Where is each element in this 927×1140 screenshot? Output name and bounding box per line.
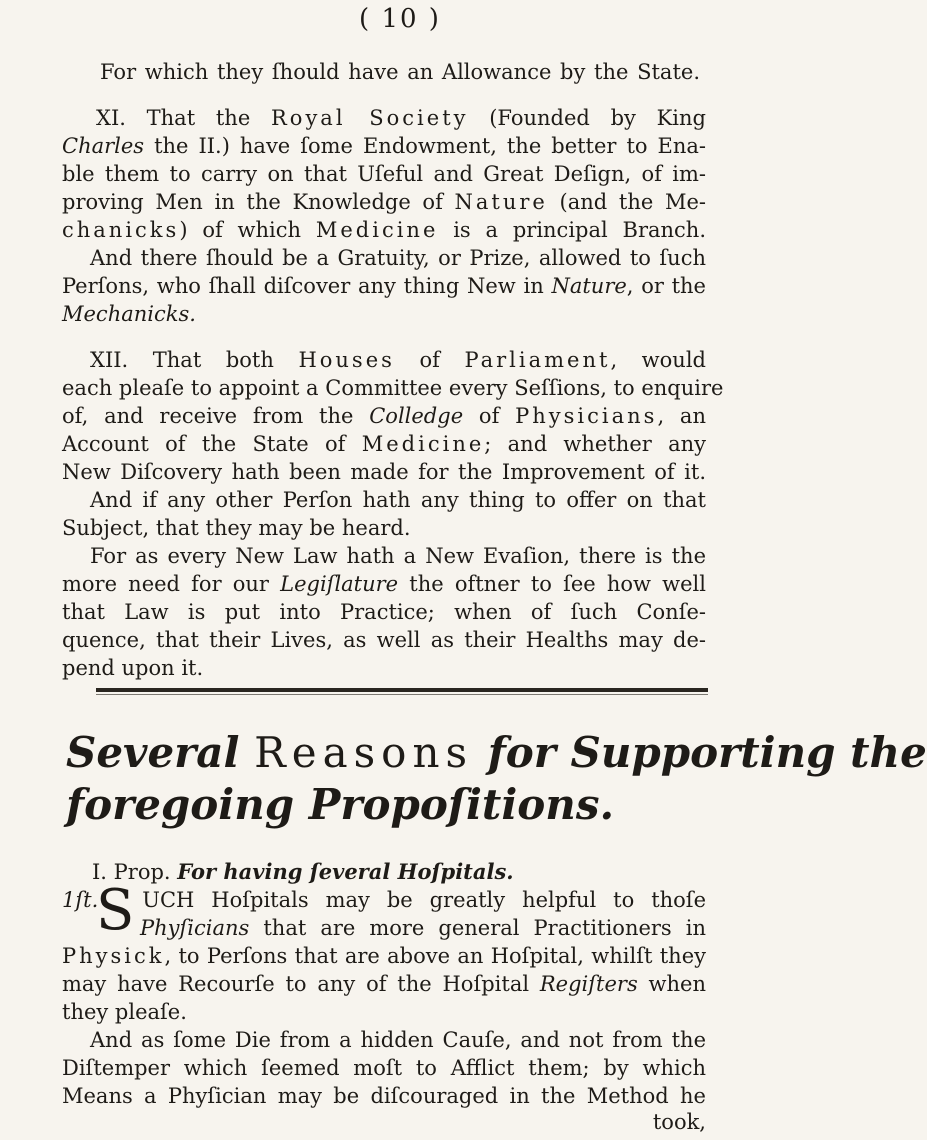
- text-line: 1ſt. UCH Hoſpitals may be greatly helpful to thoſe: [62, 888, 706, 912]
- text-line: they pleaſe.: [62, 1000, 187, 1024]
- text-line: proving Men in the Knowledge of Nature (and the Me-: [62, 190, 706, 214]
- text-line: quence, that their Lives, as well as their Healths may de-: [62, 628, 706, 652]
- text-line: Subject, that they may be heard.: [62, 516, 411, 540]
- text-line: Phyſicians that are more general Practitioners in: [140, 916, 706, 940]
- text-line: New Diſcovery hath been made for the Improvement of it.: [62, 460, 706, 484]
- catchword: took,: [652, 1110, 706, 1134]
- text-line: And there ſhould be a Gratuity, or Prize, allowed to ſuch: [90, 246, 706, 270]
- text-line: more need for our Legiſlature the oftner to ſee how well: [62, 572, 706, 596]
- page-number: ( 10 ): [359, 4, 441, 34]
- text-line: For as every New Law hath a New Evaſion, there is the: [90, 544, 706, 568]
- text-line: XII. That both Houses of Parliament, would: [90, 348, 706, 372]
- proposition-title: I. Prop. For having ſeveral Hoſpitals.: [92, 859, 514, 884]
- text-line: that Law is put into Practice; when of ſuch Conſe-: [62, 600, 706, 624]
- text-line: Diſtemper which ſeemed moſt to Afflict them; by which: [62, 1056, 706, 1080]
- text-line: Perſons, who ſhall diſcover any thing New in Nature, or the: [62, 274, 706, 298]
- text-line: pend upon it.: [62, 656, 204, 680]
- text-line: And if any other Perſon hath any thing to offer on that: [90, 488, 706, 512]
- text-line: chanicks) of which Medicine is a principal Branch.: [62, 218, 706, 242]
- text-line: Mechanicks.: [62, 302, 196, 326]
- text-line: ble them to carry on that Uſeful and Great Deſign, of im-: [62, 162, 706, 186]
- text-line: Means a Phyſician may be diſcouraged in the Method he: [62, 1084, 706, 1108]
- text-line: Charles the II.) have ſome Endowment, the better to Ena-: [62, 134, 706, 158]
- text-line: And as ſome Die from a hidden Cauſe, and not from the: [90, 1028, 706, 1052]
- drop-cap: S: [96, 878, 135, 943]
- text-line: of, and receive from the Colledge of Physicians, an: [62, 404, 706, 428]
- section-heading-line2: foregoing Propoſitions.: [66, 780, 615, 829]
- text-line: Account of the State of Medicine; and whether any: [62, 432, 706, 456]
- section-rule-thin: [96, 694, 708, 695]
- text-line: For which they ſhould have an Allowance by the State.: [100, 60, 700, 84]
- text-line: may have Recourſe to any of the Hoſpital Regiſters when: [62, 972, 706, 996]
- text-line: XI. That the Royal Society (Founded by King: [96, 106, 706, 130]
- section-rule: [96, 688, 708, 692]
- section-heading: Several Reasons for Supporting the: [66, 728, 927, 777]
- text-line: Physick, to Perſons that are above an Hoſpital, whilſt they: [62, 944, 706, 968]
- text-line: each pleaſe to appoint a Committee every Seſſions, to enquire: [62, 376, 724, 400]
